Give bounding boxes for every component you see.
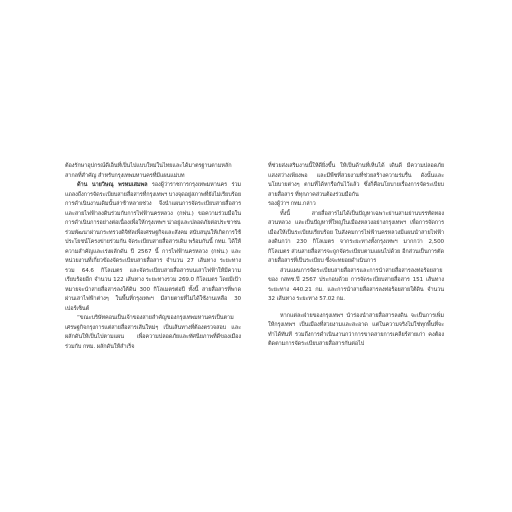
right-text-column bbox=[268, 162, 444, 350]
paragraph-signoff: รองผู้ว่าฯ กทม.กล่าว bbox=[268, 201, 316, 207]
paragraph: ร่วมพัฒนาผ่านกระทรวงดิจิทัลเพื่อเศรษฐกิจและสังคม สนับสนุนให้เกิดการใช้ประโยชน์โครงข่ายร่วมกัน จัดระเบียบสายสื่อสารเดิม พร้อมกันนี้ กทม. ได้ให้ความสำคัญและเร่งผลักดัน ปี 2567 นี้ การไฟฟ้านครหลวง (กฟน.) และหน่วยงานที่เกี่ยวข้องจัดระเบียบสายสื่อสาร จำนวน 27 เส้นทาง ระยะทางรวม 64.6 กิโลเมตร และจัดระเบียบสายสื่อสารบนเสาไฟฟ้าให้มีความเรียบร้อยอีก จำนวน 122 เส้นทาง ระยะทางรวม 269.0 กิโลเมตร โดยมีเป้าหมายจะนำสายสื่อสารลงใต้ดิน 300 กิโลเมตรต่อปี ทั้งนี้ สายสื่อสารที่พาดผ่านเสาไฟฟ้าต่างๆ ในพื้นที่กรุงเทพฯ มีสายตายที่ไม่ได้ใช้งานเหลือ 30 เปอร์เซ็นต์ bbox=[65, 229, 241, 312]
paragraph: ที่ช่วยส่งเสริมงานนี้ให้ดียิ่งขึ้น ให้เป็นด้านที่เห็นได้ เดินดี มีความปลอดภัย แสงสว่างเพียงพอ และมีพืชที่สวยงามที่ช่วยสร้างความร่มรื่น ดังนั้นและนโยบายต่างๆ ตามที่ได้หารือกันไว้แล้ว ซึ่งก็คือนโยบายเรื่องการจัดระเบียบสายสื่อสาร ที่ทุกภาคส่วนต้องร่วมมือกัน bbox=[268, 163, 444, 198]
paragraph: ต้องรักษาอุปกรณ์ดีเอ็นที่เป็นไปแบบใหม่ในไทยและได้มาตรฐานตามหลักสากลที่สำคัญ สำหรับกรุงเทพมหานครที่มีแผนแม่บท bbox=[65, 163, 232, 179]
paragraph bbox=[65, 181, 241, 229]
speaker-name: ด้าน นายวิษณุ พรหมเสมพล bbox=[77, 182, 148, 188]
quote-paragraph: “ขณะบริษัทคอนเป็นเจ้าของสายสำคัญของกรุงเทพมหานครเป็นตามเศรษฐกิจกรุงการแต่สายสื่อสารเส้นใหม่ๆ เป็นเส้นทางที่ต้องตรวจสอบ และผลักดันให้เป็นไปตามแผน เพื่อความปลอดภัยและทัศนียภาพที่ดีของเมือง ร่วมกับ กทม. ผลักดันให้สำเร็จ bbox=[65, 315, 241, 350]
left-text-column bbox=[65, 162, 241, 352]
paragraph-text: รองผู้ว่าราชการกรุงเทพมหานคร ร่วมแถลงถึงการจัดระเบียบสายสื่อสารที่กรุงเทพฯ บางจุดอยู่สภาพที่ยังไม่เรียบร้อย การดำเนินงานเดิมนั้นล่าช้าหลายช่วง จึงนำแผนการจัดระเบียบสายสื่อสารและสายไฟฟ้าลงดินร่วมกับการไฟฟ้านครหลวง (กฟน.) ขอความร่วมมือในการดำเนินการอย่างต่อเนื่องเพื่อให้กรุงเทพฯ น่าอยู่และปลอดภัยต่อประชาชน bbox=[65, 182, 242, 226]
paragraph: ส่วนแผนการจัดระเบียบสายสื่อสารและการนำสายสื่อสารลงท่อร้อยสาย ของ กสทช.ปี 2567 ประกอบด้วย การจัดระเบียบสายสื่อสาร 151 เส้นทาง ระยะทาง 440.21 กม. และการนำสายสื่อสารลงท่อร้อยสายใต้ดิน จำนวน 32 เส้นทาง ระยะทาง 57.02 กม. bbox=[268, 267, 444, 302]
paragraph: ทั้งนี้ สายสื่อสารไม่ได้เป็นปัญหาเฉพาะย่านสามย่านบรรทัดทอง สวนหลวง และเป็นปัญหาที่ใหญ่ในเมืองหลวงอย่างกรุงเทพฯ เพื่อการจัดการเมืองให้เป็นระเบียบเรียบร้อย ในสังคมการไฟฟ้านครหลวงมีแผนนำสายไฟฟ้าลงดินกว่า 230 กิโลเมตร จากระยะทางทั้งกรุงเทพฯ มากกว่า 2,500 กิโลเมตร ส่วนสายสื่อสารจะถูกจัดระเบียบตามแผนไปด้วย อีกส่วนเป็นการตัดสายสื่อสารที่เป็นระเบียบ ซึ่งจะทยอยดำเนินการ bbox=[268, 210, 444, 264]
paragraph: หากแต่ละฝ่ายของกรุงเทพฯ นำร่องนำสายสื่อสารลงดิน จะเป็นการเพิ่มให้กรุงเทพฯ เป็นเมืองที่สวยงามและสะอาด แต่ในความจริงไม่ใช่ทุกพื้นที่จะทำได้ทันที รวมถึงการดำเนินงานกว่าการขาดสายการเคลียร์สายเก่า คงต้องติดตามการจัดระเบียบสายสื่อสารกันต่อไป bbox=[268, 312, 444, 347]
